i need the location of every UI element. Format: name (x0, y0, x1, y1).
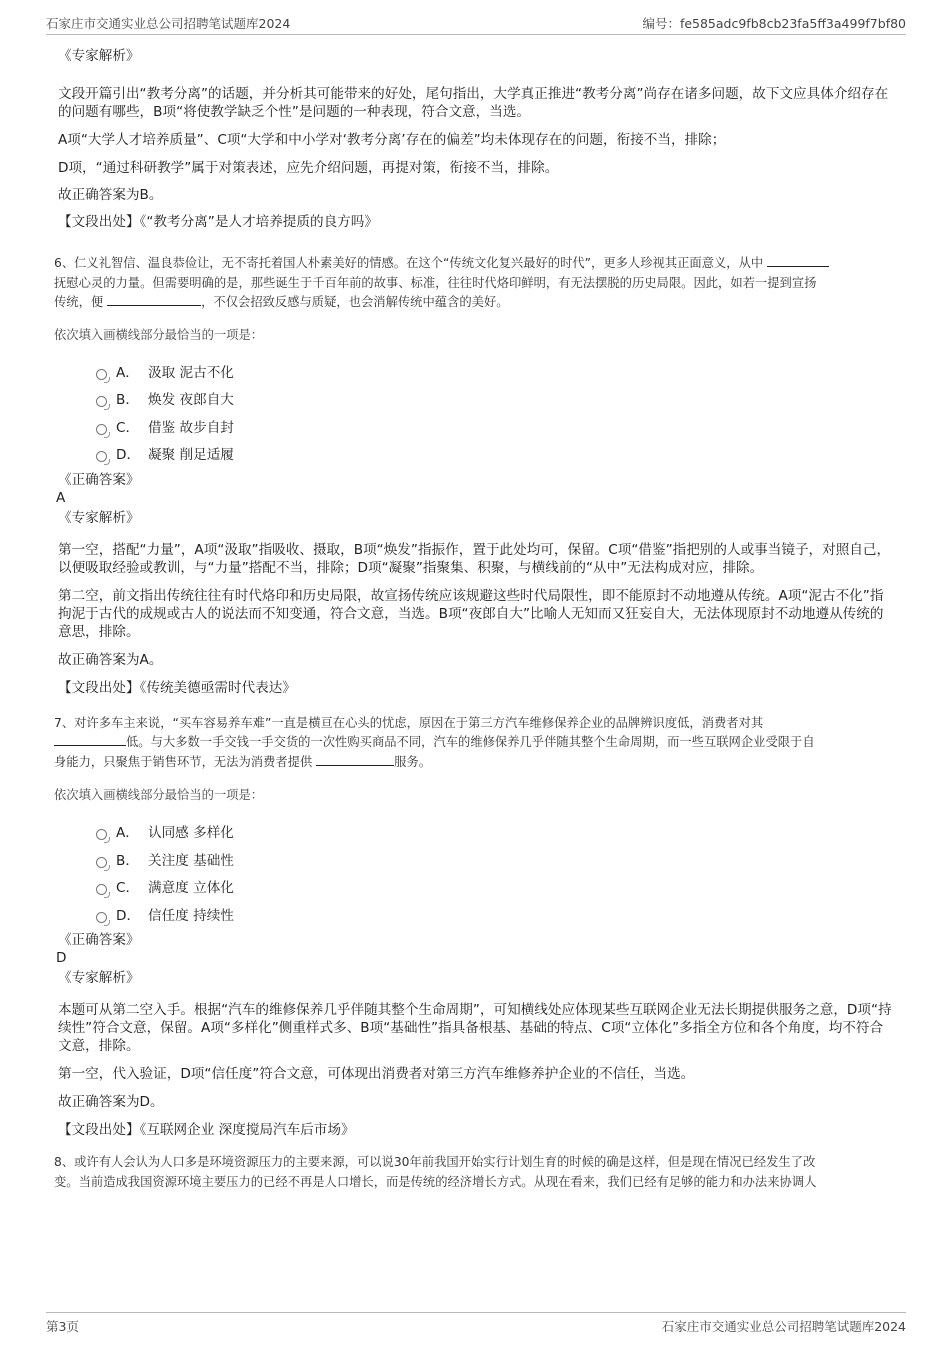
option-d[interactable] (58, 904, 896, 932)
analysis-label: 《专家解析》 (58, 48, 140, 64)
analysis-paragraph: 第一空，搭配“力量”，A项“汲取”指吸收、摄取，B项“焕发”指振作，置于此处均可，保留。C项“借鉴”指把别的人或事当镜子，对照自己，以便吸取经验或教训，与“力量”搭配不当，排除；D项“凝聚”指聚集、积聚，与横线前的“从中”无法构成对应，排除。 (58, 541, 891, 576)
radio-icon[interactable] (96, 857, 107, 868)
conclusion: 故正确答案为D。 (58, 1094, 164, 1110)
page-number: 第3页 (46, 1319, 79, 1334)
radio-icon[interactable] (96, 884, 107, 895)
option-text: 凝聚 削足适履 (148, 447, 234, 463)
options-list (58, 361, 896, 471)
question-text-part: 服务。 (394, 754, 432, 769)
answer-blank (767, 254, 829, 267)
option-text: 关注度 基础性 (148, 852, 234, 869)
radio-icon[interactable] (96, 424, 107, 435)
question-text-part: 8、或许有人会认为人口多是环境资源压力的主要来源，可以说30年前我国开始实行计划生育的时候的确是这样，但是现在情况已经发生了改 (54, 1155, 816, 1169)
answer-label: 《正确答案》 (58, 932, 140, 948)
answer-label: 《正确答案》 (58, 471, 140, 488)
footer-title: 石家庄市交通实业总公司招聘笔试题库2024 (661, 1319, 906, 1334)
option-c[interactable] (58, 876, 896, 904)
analysis-paragraph: D项，“通过科研教学”属于对策表述，应先介绍问题，再提对策，衔接不当，排除。 (58, 160, 559, 176)
source-citation: 【文段出处】《传统美德亟需时代表达》 (58, 679, 296, 696)
radio-icon[interactable] (96, 396, 107, 407)
question-6 (54, 254, 896, 343)
page-content (54, 40, 896, 1192)
option-c[interactable] (58, 416, 896, 444)
option-text: 借鉴 故步自封 (148, 419, 234, 436)
source-citation: 【文段出处】《互联网企业 深度搅局汽车后市场》 (58, 1122, 355, 1138)
option-letter: D． (116, 447, 141, 463)
question-text-part: 身能力，只聚焦于销售环节，无法为消费者提供 (54, 754, 313, 769)
options-list (58, 821, 896, 931)
analysis-label: 《专家解析》 (58, 509, 140, 526)
option-text: 信任度 持续性 (148, 907, 234, 924)
question-text-part: 传统，便 (54, 295, 104, 309)
option-letter: B． (116, 392, 139, 408)
option-a[interactable] (58, 821, 896, 849)
radio-icon[interactable] (96, 912, 107, 923)
answer-value: D (56, 950, 67, 966)
question-prompt: 依次填入画横线部分最恰当的一项是： (54, 788, 264, 802)
question-7 (54, 714, 896, 804)
option-text: 焕发 夜郎自大 (148, 392, 234, 408)
question-text (54, 714, 896, 773)
option-b[interactable] (58, 849, 896, 877)
option-text: 满意度 立体化 (148, 880, 234, 896)
option-letter: A． (116, 825, 139, 841)
question-text (54, 254, 896, 313)
option-a[interactable] (58, 361, 896, 389)
option-letter: A． (116, 364, 139, 381)
analysis-paragraph: 第二空，前文指出传统往往有时代烙印和历史局限，故宣扬传统应该规避这些时代局限性，即不能原封不动地遵从传统。A项“泥古不化”指拘泥于古代的成规或古人的说法而不知变通，符合文意，当选。B项“夜郎自大”比喻人无知而又狂妄自大，无法体现原封不动地遵从传统的意思，排除。 (58, 587, 884, 640)
question-text-part: 6、仁义礼智信、温良恭俭让，无不寄托着国人朴素美好的情感。在这个“传统文化复兴最好的时代”，更多人珍视其正面意义，从中 (54, 256, 764, 270)
question-prompt: 依次填入画横线部分最恰当的一项是： (54, 327, 264, 342)
analysis-label: 《专家解析》 (58, 970, 140, 986)
page-footer (46, 1312, 906, 1337)
option-text: 汲取 泥古不化 (148, 364, 234, 381)
radio-icon[interactable] (96, 829, 107, 840)
analysis-paragraph: A项“大学人才培养质量”、C项“大学和中小学对‘教考分离’存在的偏差”均未体现存在的问题，衔接不当，排除； (58, 132, 726, 148)
radio-icon[interactable] (96, 369, 107, 380)
question-text (54, 1153, 896, 1192)
option-text: 认同感 多样化 (148, 825, 234, 841)
analysis-paragraph: 本题可从第二空入手。根据“汽车的维修保养几乎伴随其整个生命周期”，可知横线处应体现某些互联网企业无法长期提供服务之意，D项“持续性”符合文意，保留。A项“多样化”侧重样式多、B项“基础性”指具备根基、基础的特点、C项“立体化”多指全方位和各个角度，均不符合文意，排除。 (58, 1002, 892, 1054)
analysis-paragraph: 文段开篇引出“教考分离”的话题，并分析其可能带来的好处，尾句指出，大学真正推进“教考分离”尚存在诸多问题，故下文应具体介绍存在的问题有哪些，B项“将使教学缺乏个性”是问题的一种表现，符合文意，当选。 (58, 86, 889, 120)
option-letter: C． (116, 419, 140, 436)
question-text-part: ，不仅会招致反感与质疑，也会消解传统中蕴含的美好。 (201, 295, 509, 309)
option-d[interactable] (58, 443, 896, 471)
option-b[interactable] (58, 388, 896, 416)
question-text-part: 低。与大多数一手交钱一手交货的一次性购买商品不同，汽车的维修保养几乎伴随其整个生命周期，而一些互联网企业受限于自 (126, 735, 815, 749)
radio-icon[interactable] (96, 451, 107, 462)
option-letter: B． (116, 852, 139, 869)
question-text-part: 变。当前造成我国资源环境主要压力的已经不再是人口增长，而是传统的经济增长方式。从现在看来，我们已经有足够的能力和办法来协调人 (54, 1174, 817, 1189)
option-letter: D． (116, 907, 141, 924)
page-header (46, 10, 906, 35)
answer-blank (107, 293, 201, 306)
conclusion: 故正确答案为B。 (58, 187, 163, 203)
header-title: 石家庄市交通实业总公司招聘笔试题库2024 (46, 16, 291, 31)
question-text-part: 7、对许多车主来说，“买车容易养车难”一直是横亘在心头的忧虑，原因在于第三方汽车维修保养企业的品牌辨识度低，消费者对其 (54, 715, 764, 730)
option-letter: C． (116, 880, 140, 896)
answer-blank (316, 753, 394, 766)
source-citation: 【文段出处】《“教考分离”是人才培养提质的良方吗》 (58, 214, 378, 230)
question-text-part: 抚慰心灵的力量。但需要明确的是，那些诞生于千百年前的故事、标准，往往时代烙印鲜明，有无法摆脱的历史局限。因此，如若一提到宣扬 (54, 275, 817, 290)
answer-value: A (56, 489, 66, 506)
header-doc-id: 编号：fe585adc9fb8cb23fa5ff3a499f7bf80 (642, 16, 906, 31)
answer-blank (54, 733, 126, 746)
question-8 (54, 1153, 896, 1192)
analysis-paragraph: 第一空，代入验证，D项“信任度”符合文意，可体现出消费者对第三方汽车维修养护企业的不信任，当选。 (58, 1066, 695, 1082)
conclusion: 故正确答案为A。 (58, 651, 163, 668)
